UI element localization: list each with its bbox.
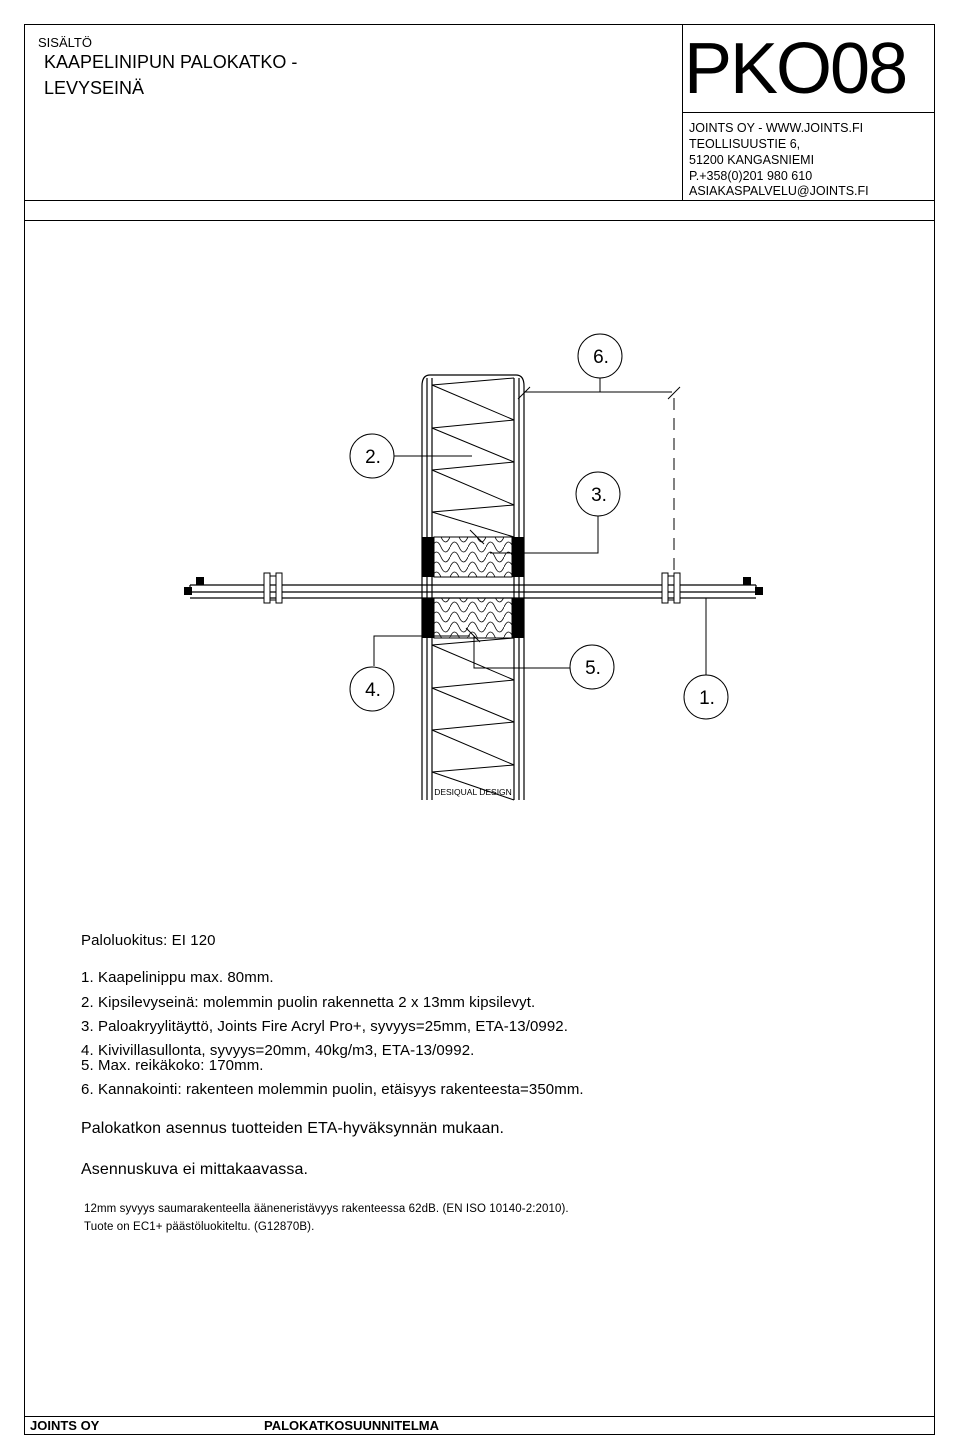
fire-class-note: Paloluokitus: EI 120 [81,932,216,949]
company-address-line-5: ASIAKASPALVELU@JOINTS.FI [689,184,869,198]
insulation-zigzag-lower [432,638,514,800]
mineral-wool-bottom [434,598,512,638]
cable-end-marker-right-bottom [755,587,763,595]
spec-item-3: 3. Paloakryylitäyttö, Joints Fire Acryl Pro+, syvyys=25mm, ETA-13/0992. [81,1018,568,1035]
tick-6-right [668,387,680,399]
designer-watermark: DESIQUAL DESIGN [434,787,512,797]
wall-left-outer-board [422,375,430,800]
callout-label-4: 4. [365,680,381,701]
footer-company: JOINTS OY [30,1418,100,1433]
cable-end-marker-right-top [743,577,751,585]
page-title-line-1: KAAPELINIPUN PALOKATKO - [44,52,298,72]
page-title-line-2: LEVYSEINÄ [44,78,145,98]
callout-label-3: 3. [591,485,607,506]
spec-item-1: 1. Kaapelinippu max. 80mm. [81,969,274,986]
company-address-line-1: JOINTS OY - WWW.JOINTS.FI [689,121,864,135]
cable-end-marker-left-top [196,577,204,585]
acoustic-note: 12mm syvyys saumarakenteella ääneneristävyys rakenteessa 62dB. (EN ISO 10140-2:2010). [84,1203,569,1215]
callout-label-2: 2. [365,447,381,468]
mineral-wool-top [434,537,512,577]
company-address-line-3: 51200 KANGASNIEMI [689,153,815,167]
spec-item-6: 6. Kannakointi: rakenteen molemmin puolin, etäisyys rakenteesta=350mm. [81,1081,584,1098]
company-address-line-4: P.+358(0)201 980 610 [689,169,813,183]
spec-item-5: 5. Max. reikäkoko: 170mm. [81,1057,264,1074]
callout-label-6: 6. [593,347,609,368]
footer-document-type: PALOKATKOSUUNNITELMA [264,1418,440,1433]
callout-label-1: 1. [699,688,715,709]
emission-class-note: Tuote on EC1+ päästöluokiteltu. (G12870B). [84,1221,315,1233]
scale-note: Asennuskuva ei mittakaavassa. [81,1161,309,1178]
gypsum-wall [422,375,524,800]
spec-item-2: 2. Kipsilevyseinä: molemmin puolin rakennetta 2 x 13mm kipsilevyt. [81,994,536,1011]
cable-end-marker-left-bottom [184,587,192,595]
wall-right-outer-board [516,375,524,800]
acrylic-fill-top-left [422,537,434,577]
company-address-line-2: TEOLLISUUSTIE 6, [689,137,801,151]
section-label: SISÄLTÖ [38,35,92,50]
acrylic-fill-bottom-right [512,598,524,638]
callout-label-5: 5. [585,658,601,679]
acrylic-fill-top-right [512,537,524,577]
insulation-zigzag-upper [432,378,514,537]
acrylic-fill-bottom-left [422,598,434,638]
leader-6-left [524,378,600,392]
spec-item-4: 4. Kivivillasullonta, syvyys=20mm, 40kg/m3, ETA-13/0992. [81,1042,475,1059]
cable-bundle [190,585,756,598]
drawing-code: PKO08 [684,29,907,109]
fire-stop-opening [422,537,524,638]
installation-note: Palokatkon asennus tuotteiden ETA-hyväksynnän mukaan. [81,1120,505,1137]
